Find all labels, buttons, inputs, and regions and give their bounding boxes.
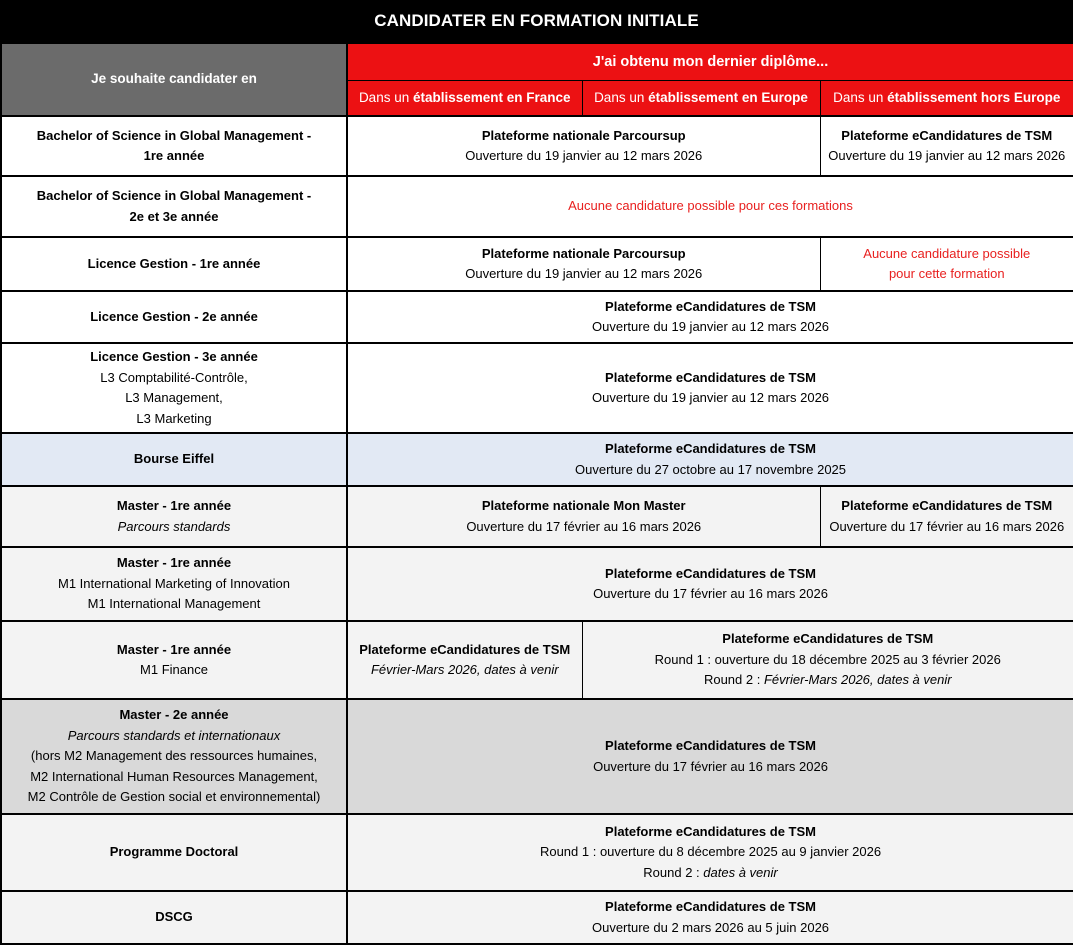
program-cell: Licence Gestion - 2e année (1, 291, 347, 343)
table-row (1, 699, 1073, 814)
program-cell: Bachelor of Science in Global Management - 2e et 3e année (1, 176, 347, 237)
program-cell: DSCG (1, 891, 347, 944)
application-cell: Plateforme eCandidatures de TSM Round 1 : ouverture du 8 décembre 2025 au 9 janvier 2026 Round 2 : dates à venir (347, 814, 1073, 891)
table-row (1, 621, 1073, 699)
table-row (1, 486, 1073, 547)
table-row (1, 116, 1073, 176)
application-cell: Plateforme eCandidatures de TSM Ouverture du 19 janvier au 12 mars 2026 (347, 291, 1073, 343)
application-cell: Plateforme eCandidatures de TSM Ouverture du 27 octobre au 17 novembre 2025 (347, 433, 1073, 486)
application-cell: Plateforme eCandidatures de TSM Ouverture du 17 février au 16 mars 2026 (347, 699, 1073, 814)
table-row (1, 891, 1073, 944)
page-title: CANDIDATER EN FORMATION INITIALE (0, 0, 1073, 42)
header-program-column: Je souhaite candidater en (1, 43, 347, 116)
header-diploma-group: J'ai obtenu mon dernier diplôme... (347, 43, 1073, 80)
program-cell: Licence Gestion - 3e année L3 Comptabilité-Contrôle, L3 Management, L3 Marketing (1, 343, 347, 433)
header-col-hors-europe: Dans un établissement hors Europe (820, 80, 1073, 116)
application-cell: Plateforme nationale Parcoursup Ouverture du 19 janvier au 12 mars 2026 (347, 116, 820, 176)
application-cell: Plateforme nationale Mon Master Ouverture du 17 février au 16 mars 2026 (347, 486, 820, 547)
application-cell: Plateforme eCandidatures de TSM Ouverture du 19 janvier au 12 mars 2026 (347, 343, 1073, 433)
program-cell: Bachelor of Science in Global Management - 1re année (1, 116, 347, 176)
application-cell: Plateforme eCandidatures de TSM Ouverture du 17 février au 16 mars 2026 (347, 547, 1073, 621)
table-row (1, 343, 1073, 433)
table-row (1, 547, 1073, 621)
program-cell: Programme Doctoral (1, 814, 347, 891)
table-row (1, 433, 1073, 486)
program-cell: Bourse Eiffel (1, 433, 347, 486)
application-cell: Plateforme eCandidatures de TSM Ouverture du 17 février au 16 mars 2026 (820, 486, 1073, 547)
application-cell: Plateforme eCandidatures de TSM Ouverture du 2 mars 2026 au 5 juin 2026 (347, 891, 1073, 944)
table-row (1, 237, 1073, 291)
program-cell: Master - 2e année Parcours standards et internationaux (hors M2 Management des ressources humaines, M2 International Human Resources Management, M2 Contrôle de Gestion social et environnemental) (1, 699, 347, 814)
program-cell: Master - 1re année M1 International Marketing of Innovation M1 International Management (1, 547, 347, 621)
no-application-notice: Aucune candidature possible pour cette formation (820, 237, 1073, 291)
application-cell: Plateforme eCandidatures de TSM Février-Mars 2026, dates à venir (347, 621, 582, 699)
admissions-table (0, 42, 1073, 945)
application-cell: Plateforme eCandidatures de TSM Ouverture du 19 janvier au 12 mars 2026 (820, 116, 1073, 176)
table-row (1, 176, 1073, 237)
table-row (1, 814, 1073, 891)
program-cell: Licence Gestion - 1re année (1, 237, 347, 291)
table-row (1, 291, 1073, 343)
program-cell: Master - 1re année M1 Finance (1, 621, 347, 699)
header-col-europe: Dans un établissement en Europe (582, 80, 820, 116)
application-cell: Plateforme nationale Parcoursup Ouverture du 19 janvier au 12 mars 2026 (347, 237, 820, 291)
header-col-france: Dans un établissement en France (347, 80, 582, 116)
program-cell: Master - 1re année Parcours standards (1, 486, 347, 547)
no-application-notice: Aucune candidature possible pour ces formations (347, 176, 1073, 237)
application-cell: Plateforme eCandidatures de TSM Round 1 : ouverture du 18 décembre 2025 au 3 février 2026 Round 2 : Février-Mars 2026, dates à venir (582, 621, 1073, 699)
